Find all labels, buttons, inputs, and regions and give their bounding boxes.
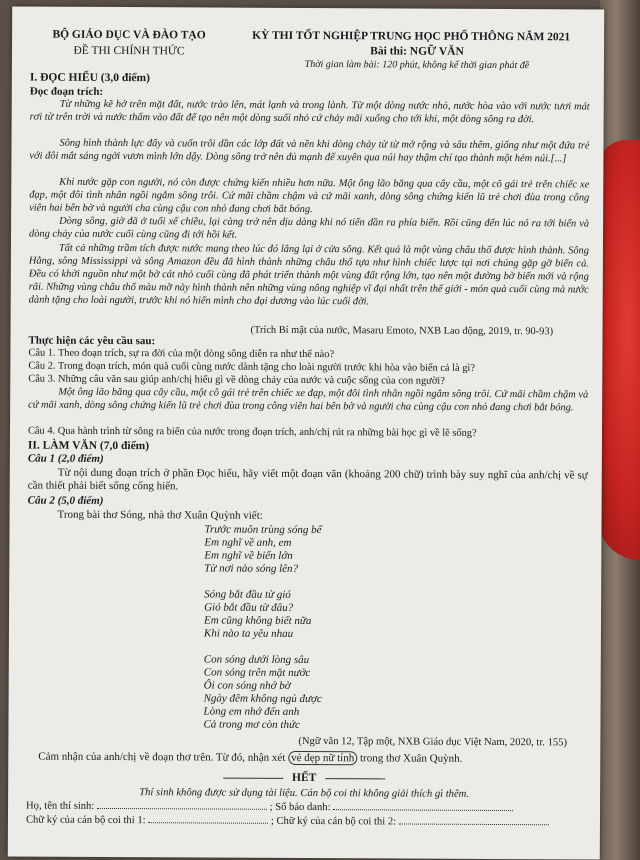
poem-line	[204, 640, 322, 654]
passage-citation: (Trích Bí mật của nước, Masaru Emoto, NXB Lao động, 2019, tr. 90-93)	[250, 324, 554, 338]
poem-line: Ngày đêm không ngủ được	[203, 692, 322, 706]
poem-line: Trước muôn trùng sóng bể	[204, 523, 322, 537]
exam-title: KỲ THI TỐT NGHIỆP TRUNG HỌC PHỔ THÔNG NĂM 2021	[252, 29, 571, 44]
poem-line: Từ nơi nào sóng lên?	[204, 562, 299, 575]
essay-question-1-text: Từ nội dung đoạn trích ở phần Đọc hiểu, hãy viết một đoạn văn (khoảng 200 chữ) trình bày suy nghĩ của anh/chị về sự cần thiết phải biết sống cống hiến.	[27, 466, 588, 493]
candidate-name-field[interactable]	[97, 808, 267, 810]
question-3-quote: Một ông lão băng qua cây cầu, một cô gái trẻ trên chiếc xe đạp, một đôi tình nhân ngồi ngắm sông trôi. Cứ mãi chầm chậm và cứ mãi xanh, dòng sông chứng kiến lũ trẻ chơi đùa trong công viên hai bên bờ và người cha cùng cậu con nhỏ đang chơi bắt bóng.	[28, 386, 589, 414]
writing-heading: II. LÀM VĂN (7,0 điểm)	[27, 439, 150, 453]
essay-question-2-label: Câu 2 (5,0 điểm)	[27, 494, 104, 507]
question-4: Câu 4. Qua hành trình từ sông ra biển của nước trong đoạn trích, anh/chị rút ra những bài học gì về lẽ sống?	[27, 425, 477, 439]
ministry-name: BỘ GIÁO DỤC VÀ ĐÀO TẠO	[52, 28, 206, 42]
supervisor-2-label: ; Chữ ký của cán bộ coi thi 2:	[270, 815, 397, 828]
passage-paragraph-4: Dòng sông, giờ đã ở tuổi xế chiều, lại càng trở nên dịu dàng khi nó tiến dần ra phía biển. Rồi cũng đến lúc nó ra tới biển và dòng chảy của nước cuối cùng cũng đi tới hồi kết.	[29, 215, 590, 241]
exam-paper	[8, 6, 604, 859]
tasks-heading: Thực hiện các yêu cầu sau:	[28, 334, 156, 348]
poem-citation: (Ngữ văn 12, Tập một, NXB Giáo dục Việt Nam, 2020, tr. 155)	[298, 735, 568, 749]
passage-paragraph-5: Tất cả những trầm tích được nước mang theo lúc đó lắng lại ở cửa sông. Kết quả là một vùng châu thổ được hình thành. Sông Hằng, sông Mississippi và sông Amazon đều đã hình thành những châu thổ tựa như hình chiếc lược tại nơi chúng gặp gỡ biển cả. Đều có khởi nguồn như một bờ cát nhỏ cuối cùng đã phát triển thành một vùng đất rộng lớn, tạo nên một đường bờ biển mới và rộng rãi. Những vùng châu thổ màu mỡ này hình thành nên những vùng nông nghiệp vĩ đại nhất trên thế giới - món quà cuối cùng mà nước dành tặng cho loài người, trước khi nó hiến mình cho đại dương vào lúc cuối đời.	[28, 242, 589, 307]
poem-line: Em nghĩ về anh, em	[204, 536, 292, 549]
supervisor-1-field[interactable]	[148, 822, 268, 824]
exam-time: Thời gian làm bài: 120 phút, không kể thời gian phát đề	[304, 58, 530, 72]
red-fabric	[598, 140, 640, 560]
essay-question-1-label: Câu 1 (2,0 điểm)	[27, 452, 104, 465]
essay-question-2-intro: Trong bài thơ Sóng, nhà thơ Xuân Quỳnh viết:	[57, 508, 263, 522]
poem-line: Con sóng dưới lòng sâu	[203, 653, 310, 667]
official-exam-label: ĐỀ THI CHÍNH THỨC	[73, 44, 185, 58]
candidate-name-label: Họ, tên thí sinh:	[26, 800, 95, 812]
poem-line: Em cũng không biết nữa	[203, 614, 312, 628]
poem-line: Gió bắt đầu từ đâu?	[204, 601, 294, 614]
supervisor-signature-line	[26, 815, 549, 829]
poem-line: Ôi con sóng nhớ bờ	[203, 679, 291, 692]
poem-excerpt	[203, 523, 322, 732]
question-1: Câu 1. Theo đoạn trích, sự ra đời của một dòng sông diễn ra như thế nào?	[28, 347, 335, 361]
task-text-end: trong thơ Xuân Quỳnh.	[357, 752, 463, 765]
supervisor-1-label: Chữ ký của cán bộ coi thi 1:	[25, 814, 146, 827]
end-rule-left	[223, 777, 283, 778]
supervisor-2-field[interactable]	[399, 823, 549, 825]
circled-phrase: vẻ đẹp nữ tính	[288, 751, 357, 765]
footer-note: Thí sinh không được sử dụng tài liệu. Cán bộ coi thi không giải thích gì thêm.	[139, 787, 469, 800]
candidate-number-label: ; Số báo danh:	[269, 801, 331, 814]
end-label: HẾT	[292, 771, 317, 785]
end-rule-right	[325, 778, 385, 779]
poem-line: Sóng bắt đầu từ gió	[204, 588, 291, 601]
essay-question-2-task	[38, 751, 462, 765]
exam-subject: Bài thi: NGỮ VĂN	[370, 45, 464, 58]
reading-heading: I. ĐỌC HIỂU (3,0 điểm)	[29, 71, 151, 85]
question-3: Câu 3. Những câu văn sau giúp anh/chị hiểu gì về dòng chảy của nước và cuộc sống của con người?	[28, 373, 445, 387]
poem-line: Khi nào ta yêu nhau	[203, 627, 294, 640]
passage-paragraph-1: Từ những kẽ hở trên mặt đất, nước trào lên, mát lạnh và trong lành. Từ một dòng nước nhỏ, nước hòa vào với nước tươi mát rơi từ trên trời và nước thấm vào đất để tạo nên một dòng suối nhỏ cứ chảy mãi xuống cho tới khi, một dòng sông ra đời.	[29, 98, 590, 126]
passage-label: Đọc đoạn trích:	[29, 85, 104, 98]
poem-line: Lòng em nhớ đến anh	[203, 705, 300, 718]
poem-line: Em nghĩ về biển lớn	[204, 549, 293, 562]
question-2: Câu 2. Trong đoạn trích, món quà cuối cùng nước dành tặng cho loài người trước khi hòa vào biển cả là gì?	[28, 360, 475, 374]
poem-line: Con sóng trên mặt nước	[203, 666, 311, 680]
passage-paragraph-2: Sông hình thành lực đẩy và cuốn trôi dần các lớp đất và nền khi dòng chảy từ từ mở rộng và sâu thêm, giống như một đứa trẻ với đôi mắt sáng ngời vươn mình lớn dậy. Dòng sông trở nên đủ mạnh để xuyên qua núi hay thậm chí tạo thành một hẻm núi.[...]	[29, 137, 590, 165]
task-text-start: Cảm nhận của anh/chị về đoạn thơ trên. Từ đó, nhận xét	[38, 750, 289, 764]
candidate-name-line	[26, 801, 513, 815]
candidate-number-field[interactable]	[333, 809, 513, 811]
passage-paragraph-3: Khi nước gặp con người, nó còn được chứng kiến nhiều hơn nữa. Một ông lão băng qua cây cầu, một cô gái trẻ trên chiếc xe đạp, một đôi tình nhân ngồi ngắm sông trôi. Cứ mãi chầm chậm và cứ mãi xanh, dòng sông chứng kiến lũ trẻ chơi đùa trong công viên hai bên bờ và người cha cùng cậu con nhỏ đang chơi bắt bóng.	[29, 176, 590, 215]
end-marker	[8, 770, 600, 785]
poem-line: Cả trong mơ còn thức	[203, 718, 300, 731]
poem-line	[204, 575, 322, 589]
